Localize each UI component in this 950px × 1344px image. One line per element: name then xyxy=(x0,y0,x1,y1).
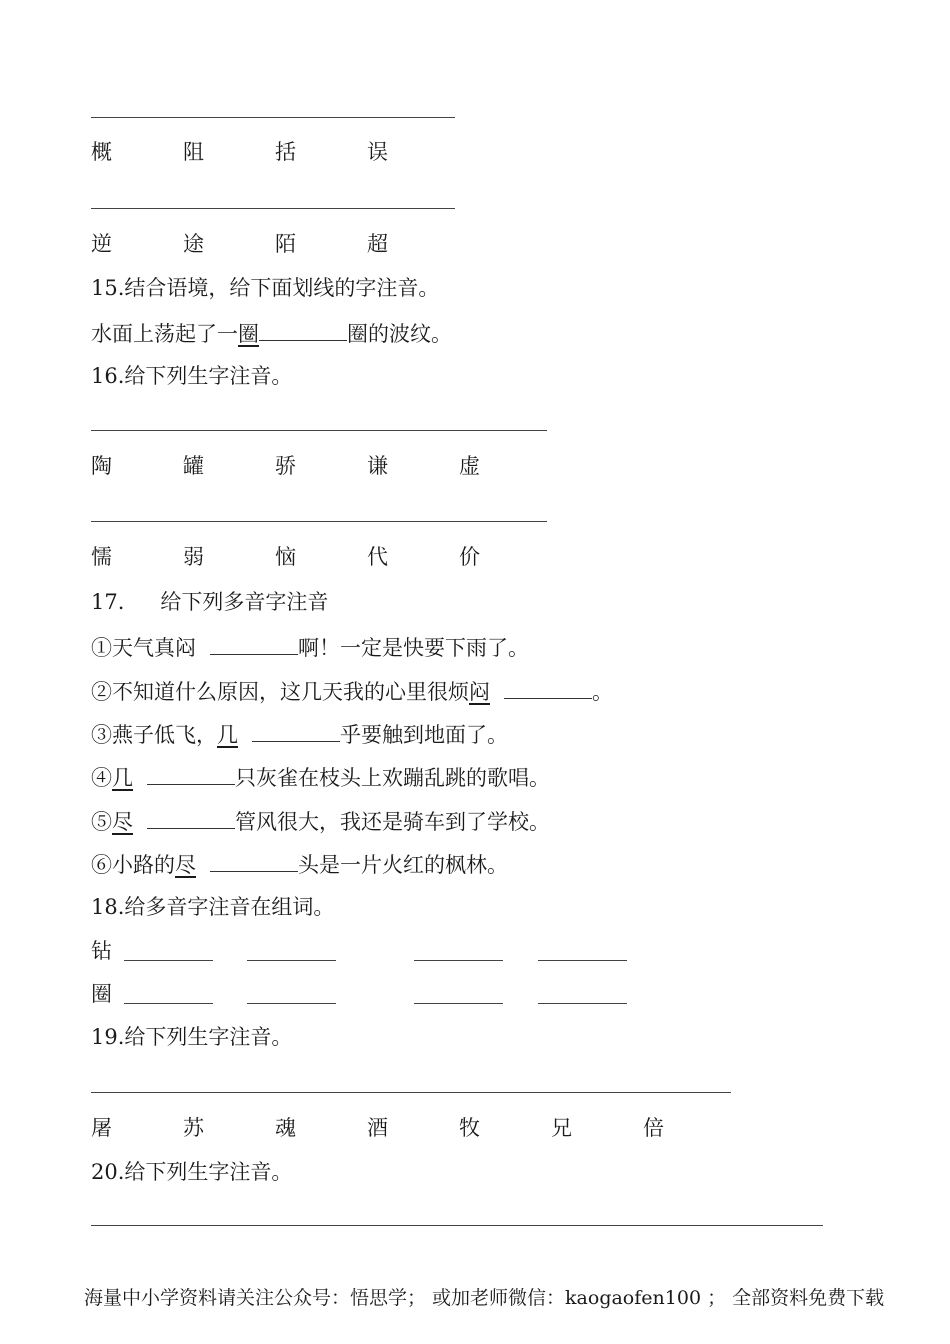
char: 概 xyxy=(91,140,112,164)
pinyin-line-20[interactable] xyxy=(91,1225,823,1226)
underlined-char: 尽 xyxy=(112,810,133,834)
answer-blank[interactable] xyxy=(252,723,340,742)
answer-blank[interactable] xyxy=(414,960,503,961)
answer-blank[interactable] xyxy=(538,1003,627,1004)
answer-blank[interactable] xyxy=(414,1003,503,1004)
question-18-title: 18.给多音字注音在组词。 xyxy=(91,895,335,919)
footer-notice: 海量中小学资料请关注公众号：悟思学； 或加老师微信：kaogaofen100 ； 全部资料免费下载 xyxy=(84,1287,885,1309)
char: 代 xyxy=(367,545,388,569)
char: 倍 xyxy=(643,1116,664,1140)
underlined-char: 尽 xyxy=(175,853,196,877)
pinyin-line-16-2[interactable] xyxy=(91,521,547,522)
char: 懦 xyxy=(91,545,112,569)
char: 陌 xyxy=(275,232,296,256)
question-15-sentence xyxy=(91,322,452,345)
answer-blank[interactable] xyxy=(147,810,235,829)
question-17-item-5 xyxy=(91,810,550,833)
char: 牧 xyxy=(459,1116,480,1140)
char: 阻 xyxy=(183,140,204,164)
question-17-item-6 xyxy=(91,853,508,876)
item-text: 只灰雀在枝头上欢蹦乱跳的歌唱。 xyxy=(235,766,550,790)
char: 超 xyxy=(367,232,388,256)
answer-blank[interactable] xyxy=(504,680,592,699)
char: 括 xyxy=(275,140,296,164)
answer-blank[interactable] xyxy=(124,960,213,961)
question-text: 给下列多音字注音 xyxy=(160,590,329,614)
char: 误 xyxy=(367,140,388,164)
underlined-char: 几 xyxy=(112,766,133,790)
item-text: ②不知道什么原因，这几天我的心里很烦 xyxy=(91,680,469,704)
char: 酒 xyxy=(367,1116,388,1140)
answer-blank[interactable] xyxy=(210,853,298,872)
char: 恼 xyxy=(275,545,296,569)
item-text: 乎要触到地面了。 xyxy=(340,723,508,747)
question-17-item-1 xyxy=(91,636,529,659)
pinyin-line-16-1[interactable] xyxy=(91,430,547,431)
answer-blank[interactable] xyxy=(147,766,235,785)
question-17-item-4 xyxy=(91,766,550,789)
underlined-char: 闷 xyxy=(469,680,490,704)
item-text: 头是一片火红的枫林。 xyxy=(298,853,508,877)
answer-blank[interactable] xyxy=(247,960,336,961)
item-text: 。 xyxy=(592,680,613,704)
question-17-item-2 xyxy=(91,680,613,703)
underlined-char: 几 xyxy=(217,723,238,747)
char: 陶 xyxy=(91,454,112,478)
pinyin-line-top-1[interactable] xyxy=(91,117,455,118)
question-17-title xyxy=(91,592,328,613)
item-text: ①天气真闷 xyxy=(91,636,196,660)
sentence-text: 水面上荡起了一 xyxy=(91,322,238,346)
char: 苏 xyxy=(183,1116,204,1140)
question-19-title: 19.给下列生字注音。 xyxy=(91,1025,293,1049)
pinyin-line-top-2[interactable] xyxy=(91,208,455,209)
pinyin-line-19[interactable] xyxy=(91,1092,731,1093)
char: 虚 xyxy=(459,454,480,478)
item-text: 啊！一定是快要下雨了。 xyxy=(298,636,529,660)
char: 魂 xyxy=(275,1116,296,1140)
underlined-char: 圈 xyxy=(238,322,259,346)
item-text: ④ xyxy=(91,766,112,790)
char: 弱 xyxy=(183,545,204,569)
answer-blank[interactable] xyxy=(247,1003,336,1004)
question-16-title: 16.给下列生字注音。 xyxy=(91,364,293,388)
char: 圈 xyxy=(91,982,112,1006)
item-text: ⑥小路的 xyxy=(91,853,175,877)
char: 罐 xyxy=(183,454,204,478)
answer-blank[interactable] xyxy=(538,960,627,961)
char: 骄 xyxy=(275,454,296,478)
sentence-text: 圈的波纹。 xyxy=(347,322,452,346)
question-20-title: 20.给下列生字注音。 xyxy=(91,1160,293,1184)
item-text: 管风很大，我还是骑车到了学校。 xyxy=(235,810,550,834)
char: 屠 xyxy=(91,1116,112,1140)
char: 途 xyxy=(183,232,204,256)
char: 钻 xyxy=(91,939,112,963)
question-number: 17. xyxy=(91,590,125,614)
question-15-title: 15.结合语境，给下面划线的字注音。 xyxy=(91,276,440,300)
char: 逆 xyxy=(91,232,112,256)
char: 价 xyxy=(459,545,480,569)
question-17-item-3 xyxy=(91,723,508,746)
answer-blank[interactable] xyxy=(259,322,347,341)
item-text: ③燕子低飞， xyxy=(91,723,217,747)
answer-blank[interactable] xyxy=(210,636,298,655)
char: 谦 xyxy=(367,454,388,478)
char: 兄 xyxy=(551,1116,572,1140)
item-text: ⑤ xyxy=(91,810,112,834)
answer-blank[interactable] xyxy=(124,1003,213,1004)
